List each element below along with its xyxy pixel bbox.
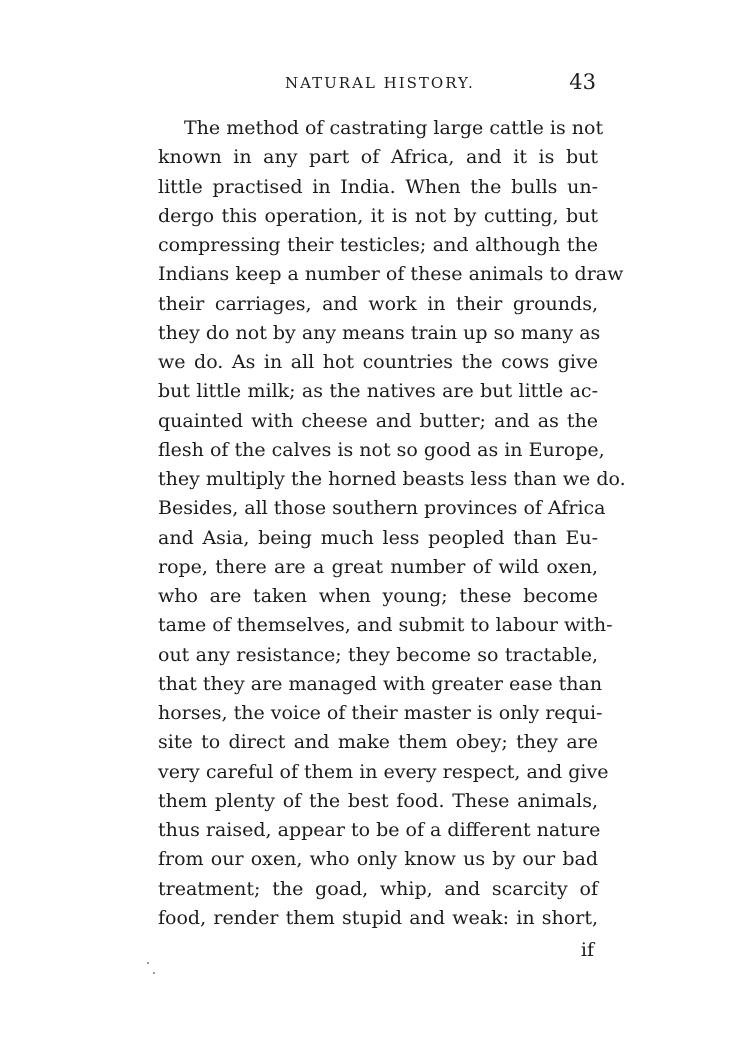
text-line: dergo this operation, it is not by cutting, but — [158, 204, 598, 227]
text-line: they multiply the horned beasts less than we do. — [158, 468, 626, 490]
text-line: from our oxen, who only know us by our bad — [158, 848, 598, 871]
text-line: site to direct and make them obey; they are — [158, 731, 598, 754]
text-line: out any resistance; they become so tractable, — [158, 643, 598, 666]
paper-speck — [153, 972, 155, 974]
text-line: Besides, all those southern provinces of Africa — [158, 497, 606, 520]
text-line: their carriages, and work in their grounds, — [158, 292, 598, 315]
text-line: compressing their testicles; and although the — [158, 234, 598, 256]
text-line: little practised in India. When the bulls un- — [158, 175, 598, 198]
text-line: they do not by any means train up so many as — [158, 321, 601, 344]
paper-speck — [147, 962, 149, 964]
text-line: known in any part of Africa, and it is but — [158, 146, 598, 169]
text-line: Indians keep a number of these animals to draw — [158, 263, 624, 286]
text-line: food, render them stupid and weak: in short, — [158, 906, 598, 929]
page-header — [158, 70, 598, 102]
text-line: flesh of the calves is not so good as in Europe, — [158, 438, 605, 461]
text-line: rope, there are a great number of wild oxen, — [158, 555, 598, 578]
text-line: thus raised, appear to be of a different nature — [158, 819, 601, 841]
running-title: NATURAL HISTORY. — [285, 74, 475, 92]
catchword-row — [158, 936, 598, 965]
text-line: tame of themselves, and submit to labour with- — [158, 614, 613, 637]
text-line: The method of castrating large cattle is not — [184, 117, 604, 139]
text-line: and Asia, being much less peopled than Eu- — [158, 526, 598, 549]
text-line: we do. As in all hot countries the cows give — [158, 351, 598, 373]
text-line: but little milk; as the natives are but little ac- — [158, 380, 598, 403]
page-number: 43 — [569, 70, 596, 94]
body-paragraph — [158, 114, 626, 933]
catchword: if — [580, 939, 594, 961]
text-line: very careful of them in every respect, and give — [158, 760, 609, 783]
text-line: that they are managed with greater ease than — [158, 672, 603, 695]
text-line: treatment; the goad, whip, and scarcity of — [158, 877, 598, 900]
text-line: them plenty of the best food. These animals, — [158, 789, 598, 812]
text-line: horses, the voice of their master is only requi- — [158, 702, 603, 724]
text-line: who are taken when young; these become — [158, 585, 598, 607]
text-line: quainted with cheese and butter; and as the — [158, 409, 598, 432]
